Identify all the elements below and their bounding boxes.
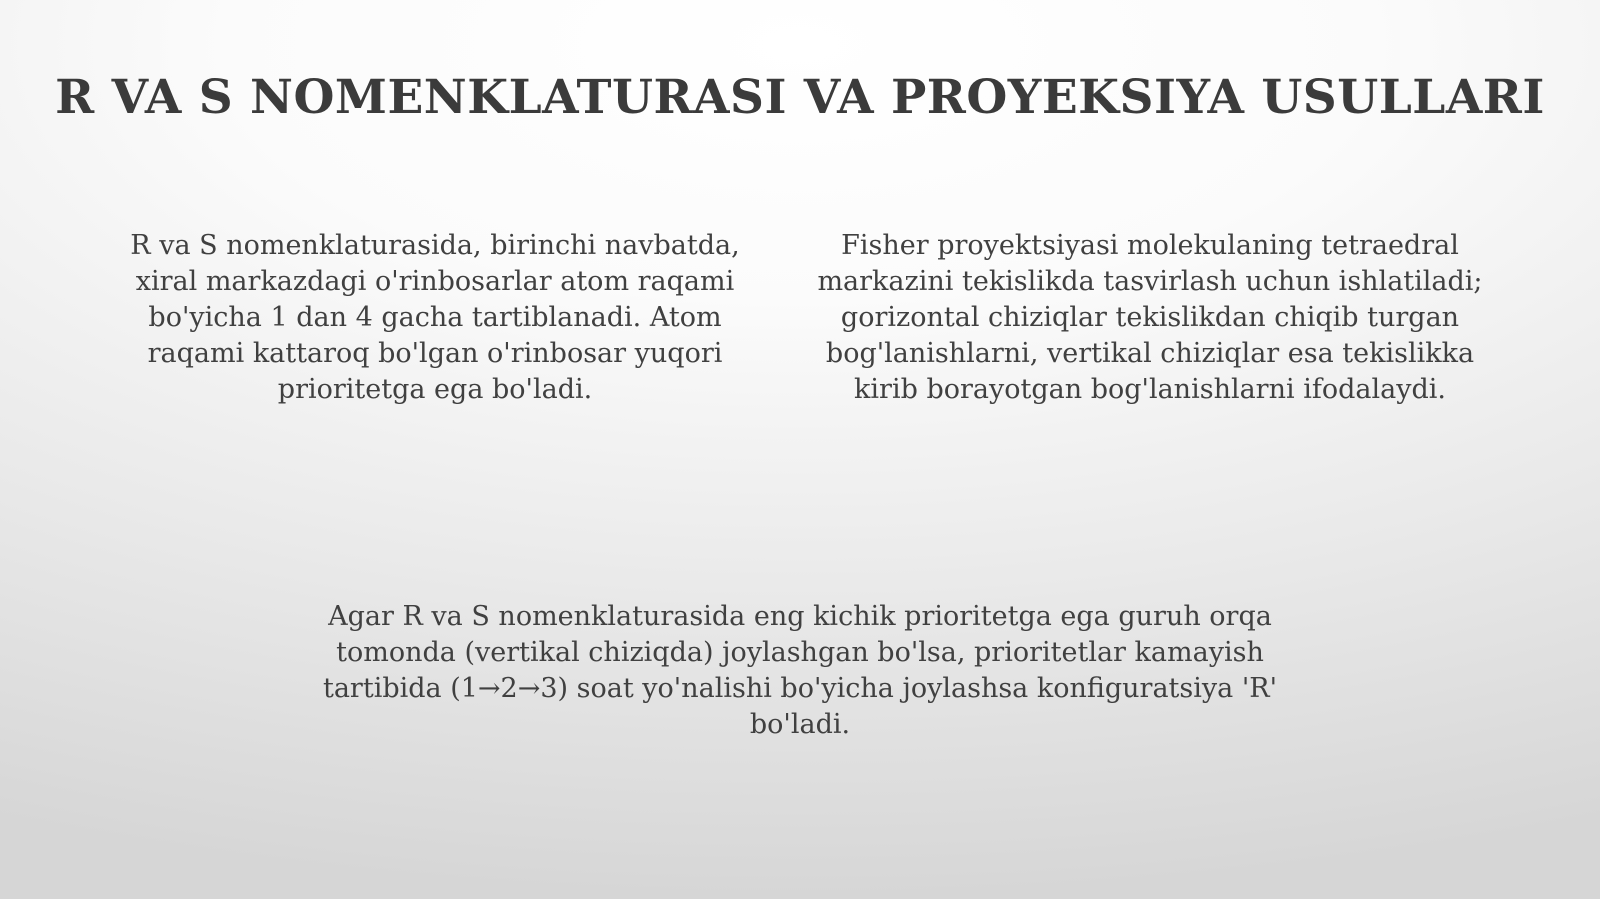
slide-title: R VA S NOMENKLATURASI VA PROYEKSIYA USULLARI: [55, 70, 1545, 125]
bottom-paragraph: Agar R va S nomenklaturasida eng kichik prioritetga ega guruh orqa tomonda (vertikal chiziqda) joylashgan bo'lsa, prioritetlar kamayish tartibida (1→2→3) soat yo'nalishi bo'yicha joylashsa konfiguratsiya 'R' bo'ladi.: [322, 601, 1278, 740]
right-paragraph: Fisher proyektsiyasi molekulaning tetraedral markazini tekislikda tasvirlash uchun ishlatiladi; gorizontal chiziqlar tekislikdan chiqib turgan bog'lanishlarni, vertikal chiziqlar esa tekislikka kirib borayotgan bog'lanishlarni ifodalaydi.: [817, 230, 1483, 405]
left-paragraph: R va S nomenklaturasida, birinchi navbatda, xiral markazdagi o'rinbosarlar atom raqami bo'yicha 1 dan 4 gacha tartiblanadi. Atom raqami kattaroq bo'lgan o'rinbosar yuqori prioritetga ega bo'ladi.: [130, 230, 740, 405]
